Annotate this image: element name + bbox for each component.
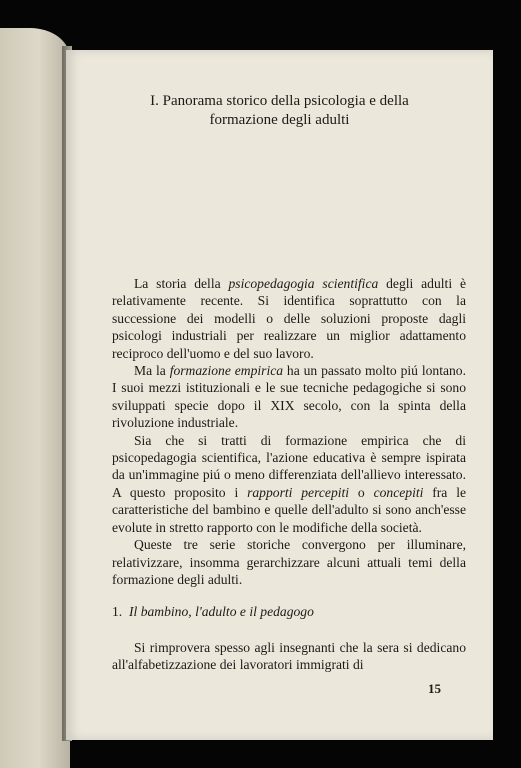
italic-term: concepiti <box>373 484 424 500</box>
book-page <box>66 50 493 740</box>
paragraph-1 <box>112 275 466 362</box>
paragraph-text: Ma la <box>134 363 170 379</box>
paragraph-text: fra le caratteristiche del bambino e quelle dell'adulto si sono anch'esse evolute in stretto rapporto con le modifiche della società. <box>112 484 467 535</box>
left-page-edge <box>0 28 70 768</box>
section-body <box>112 639 466 674</box>
paragraph-3 <box>112 432 466 536</box>
section-heading <box>112 604 466 620</box>
chapter-title-line-1: I. Panorama storico della psicologia e della <box>150 93 409 109</box>
page-number: 15 <box>428 681 441 696</box>
paragraph-text: ha un passato molto piú lontano. I suoi mezzi istituzionali e le sue tecniche pedagogiche si sono sviluppati specie dopo il XIX secolo, con la spinta della rivoluzione industriale. <box>112 363 466 431</box>
paragraph-text: degli adulti è relativamente recente. Si identifica soprattutto con la successione dei modelli o delle soluzioni proposte dagli psicologi industriali per realizzare un miglior adattamento reciproco dell'uomo e del suo lavoro. <box>112 276 466 361</box>
chapter-title-line-2: formazione degli adulti <box>209 112 350 128</box>
paragraph-2 <box>112 362 466 432</box>
section-title: Il bambino, l'adulto e il pedagogo <box>129 604 314 619</box>
section-paragraph: Si rimprovera spesso agli insegnanti che la sera si dedicano all'alfabetizzazione dei lavoratori immigrati di <box>112 640 466 673</box>
paragraph-4 <box>112 536 466 588</box>
paragraph-text: o <box>349 484 374 500</box>
paragraph-text: Sia che si tratti di formazione empirica che di psicopedagogia scientifica, l'azione educativa è sempre ispirata da un'immagine piú o meno differenziata dell'allievo interessato. A questo proposito i <box>112 432 466 500</box>
italic-term: psicopedagogia scientifica <box>228 276 379 291</box>
paragraph-text: La storia della <box>134 276 229 291</box>
paragraph-text: Queste tre serie storiche convergono per illuminare, relativizzare, insomma gerarchizzare alcuni attuali temi della formazione degli adulti. <box>112 537 466 587</box>
chapter-title <box>66 92 493 130</box>
italic-term: formazione empirica <box>169 363 284 379</box>
section-number: 1. <box>112 604 123 619</box>
italic-term: rapporti percepiti <box>247 484 350 500</box>
chapter-body <box>112 275 466 588</box>
